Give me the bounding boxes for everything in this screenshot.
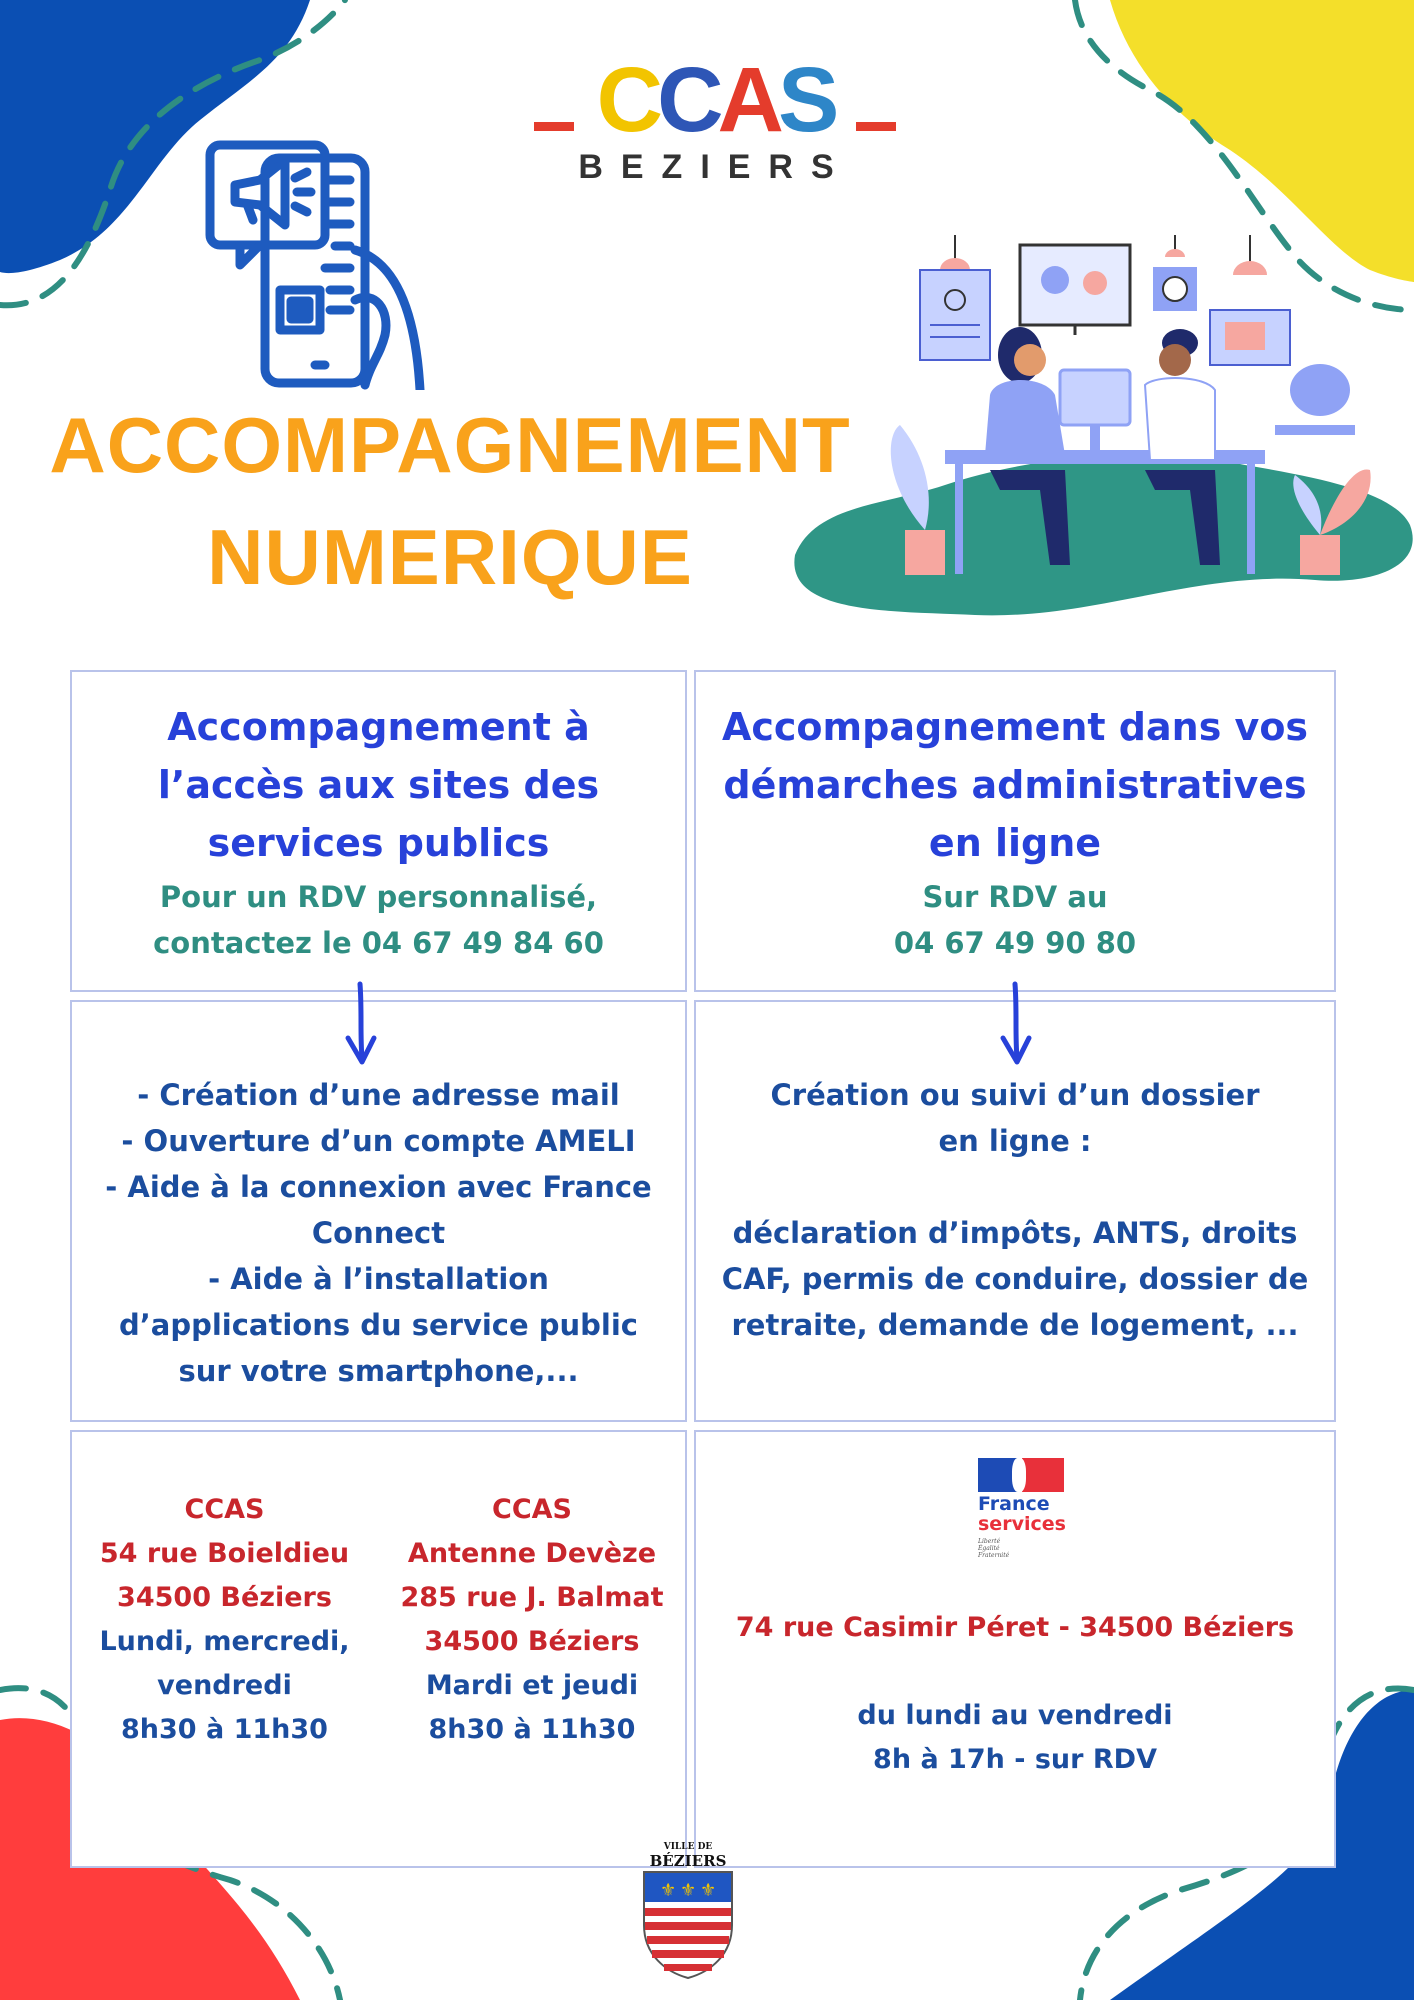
location-city: 34500 Béziers	[117, 1582, 332, 1613]
ccas-locations-card	[70, 1430, 687, 1868]
right-service-card	[694, 670, 1336, 992]
list-item: - Création d’une adresse mail	[137, 1078, 620, 1112]
location-hours: 8h30 à 11h30	[121, 1714, 328, 1745]
motto-line: Fraternité	[978, 1552, 1010, 1559]
list-item: CAF, permis de conduire, dossier de	[721, 1262, 1309, 1296]
list-item: d’applications du service public	[119, 1308, 638, 1342]
left-heading-line: l’accès aux sites des	[157, 763, 600, 807]
intro-line: Création ou suivi d’un dossier	[770, 1078, 1260, 1112]
location-days: vendredi	[157, 1670, 292, 1701]
france-services-word: services	[978, 1513, 1066, 1535]
page-title-line1: ACCOMPAGNEMENT	[49, 401, 851, 489]
intro-line: en ligne :	[938, 1124, 1092, 1158]
page-title-line2: NUMERIQUE	[207, 513, 693, 601]
svg-text:⚜: ⚜	[700, 1880, 717, 1901]
right-heading-line: en ligne	[928, 821, 1102, 865]
left-service-card	[70, 670, 687, 992]
location-name: CCAS	[492, 1494, 572, 1525]
motto-line: Égalité	[978, 1545, 1000, 1552]
right-heading-line: démarches administratives	[723, 763, 1307, 807]
location-days: Lundi, mercredi,	[99, 1626, 350, 1657]
location-street: Antenne Devèze	[407, 1538, 657, 1569]
office-illustration	[775, 225, 1414, 625]
crest-text: VILLE DE	[663, 1842, 713, 1852]
left-contact-phone: contactez le 04 67 49 84 60	[153, 926, 604, 960]
logo-ccas-text: CCAS	[596, 49, 834, 151]
location-name: CCAS	[184, 1494, 265, 1525]
right-card-heading	[696, 698, 1334, 872]
france-services-card	[694, 1430, 1336, 1868]
svg-text:⚜: ⚜	[680, 1880, 697, 1901]
list-item: - Aide à la connexion avec France	[105, 1170, 652, 1204]
ccas-location-1	[72, 1488, 377, 1752]
list-item: déclaration d’impôts, ANTS, droits	[732, 1216, 1298, 1250]
hours-days: du lundi au vendredi	[857, 1700, 1173, 1731]
left-card-contact	[72, 874, 685, 966]
location-street: 54 rue Boieldieu	[99, 1538, 350, 1569]
ccas-location-2	[377, 1488, 687, 1752]
ccas-logo	[530, 50, 900, 190]
list-item: - Ouverture d’un compte AMELI	[121, 1124, 636, 1158]
left-detail-list	[72, 1072, 685, 1394]
location-hours: 8h30 à 11h30	[428, 1714, 636, 1745]
list-item: Connect	[311, 1216, 446, 1250]
france-services-logo	[978, 1458, 1078, 1573]
right-detail-intro	[696, 1072, 1334, 1164]
list-item: - Aide à l’installation	[208, 1262, 549, 1296]
location-city: 34500 Béziers	[424, 1626, 640, 1657]
crest-city: BÉZIERS	[649, 1852, 727, 1870]
svg-text:⚜: ⚜	[660, 1880, 677, 1901]
left-card-heading	[72, 698, 685, 872]
list-item: retraite, demande de logement, ...	[731, 1308, 1299, 1342]
left-heading-line: Accompagnement à	[167, 705, 590, 749]
megaphone-phone-icon	[205, 140, 430, 390]
left-contact-line: Pour un RDV personnalisé,	[159, 880, 598, 914]
location-days: Mardi et jeudi	[425, 1670, 639, 1701]
location-street: 285 rue J. Balmat	[400, 1582, 664, 1613]
right-card-contact	[696, 874, 1334, 966]
arrow-down-icon	[995, 980, 1035, 1070]
left-heading-line: services publics	[207, 821, 550, 865]
shield-icon	[640, 1870, 736, 1980]
arrow-down-icon	[340, 980, 380, 1070]
right-contact-phone: 04 67 49 90 80	[893, 926, 1137, 960]
beziers-crest	[636, 1842, 740, 1982]
right-detail-list	[696, 1210, 1334, 1348]
list-item: sur votre smartphone,...	[178, 1354, 579, 1388]
motto-line: Liberté	[978, 1538, 1001, 1545]
right-heading-line: Accompagnement dans vos	[721, 705, 1309, 749]
logo-city-text: BEZIERS	[578, 148, 852, 186]
france-services-hours	[696, 1694, 1334, 1782]
france-services-address: 74 rue Casimir Péret - 34500 Béziers	[735, 1612, 1295, 1643]
hours-time: 8h à 17h - sur RDV	[873, 1744, 1157, 1775]
france-services-word: France	[978, 1493, 1050, 1515]
right-contact-line: Sur RDV au	[922, 880, 1108, 914]
